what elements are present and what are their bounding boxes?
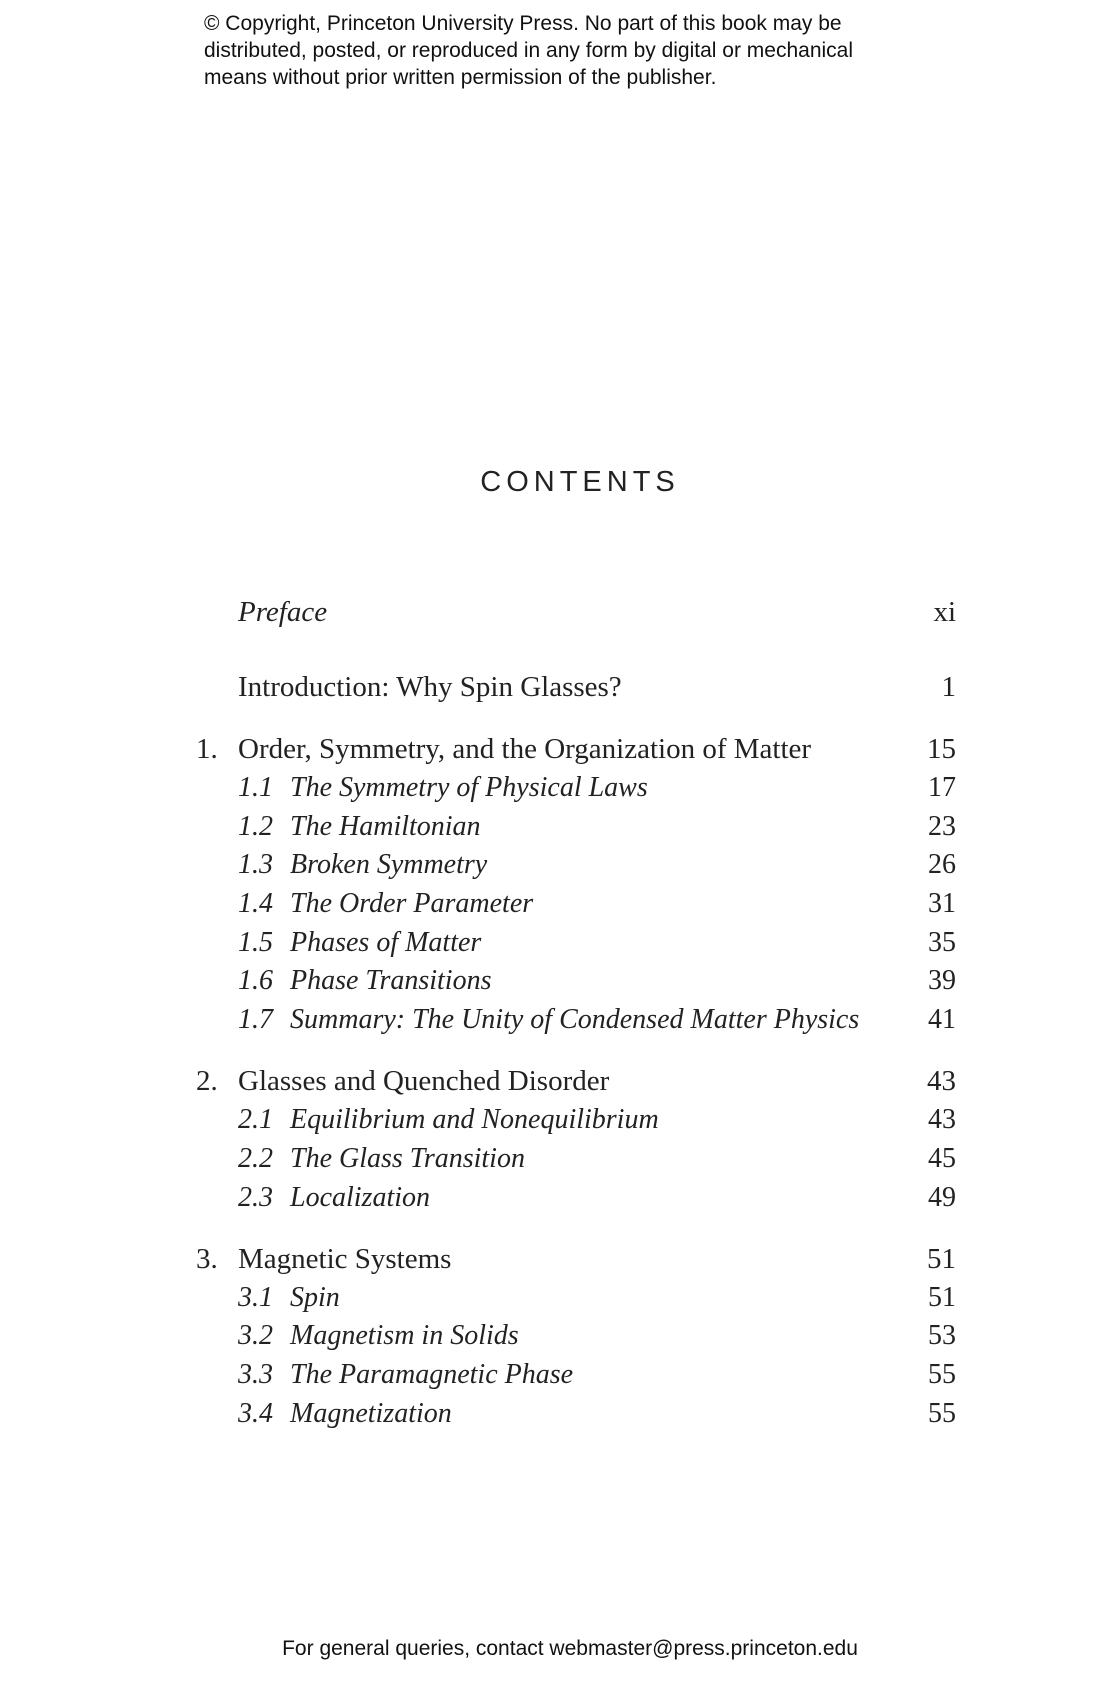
- section-number: 1.1: [238, 772, 273, 803]
- toc-page-number: 41: [928, 1004, 956, 1035]
- section-title: Equilibrium and Nonequilibrium: [290, 1104, 659, 1135]
- chapter-title: Glasses and Quenched Disorder: [238, 1065, 610, 1097]
- toc-page-number: 51: [927, 1243, 956, 1275]
- toc-section-1-1[interactable]: [190, 772, 956, 812]
- toc-page-number: 26: [928, 849, 956, 880]
- toc-page-number: 39: [928, 965, 956, 996]
- section-title: Broken Symmetry: [290, 849, 488, 880]
- section-number: 1.7: [238, 1004, 273, 1035]
- toc-section-1-3[interactable]: [190, 849, 956, 889]
- section-title: Phase Transitions: [290, 965, 492, 996]
- toc-section-1-2[interactable]: [190, 811, 956, 851]
- chapter-title: Magnetic Systems: [238, 1243, 452, 1275]
- toc-page-number: 23: [928, 811, 956, 842]
- section-number: 3.4: [238, 1398, 273, 1429]
- copyright-line: means without prior written permission of the publisher.: [204, 66, 717, 89]
- toc-page-number: 49: [928, 1182, 956, 1213]
- section-number: 1.2: [238, 811, 273, 842]
- toc-entry-label: Introduction: Why Spin Glasses?: [238, 671, 622, 703]
- section-number: 3.2: [238, 1320, 273, 1351]
- section-title: Localization: [290, 1182, 431, 1213]
- toc-page-number: 1: [941, 671, 956, 703]
- section-title: Summary: The Unity of Condensed Matter Physics: [290, 1004, 860, 1035]
- toc-page-number: 43: [928, 1104, 956, 1135]
- section-title: The Paramagnetic Phase: [290, 1359, 574, 1390]
- toc-page-number: 55: [928, 1359, 956, 1390]
- toc-page-number: 43: [927, 1065, 956, 1097]
- toc-page-number: 17: [928, 772, 956, 803]
- toc-page-number: 31: [928, 888, 956, 919]
- section-title: Magnetization: [290, 1398, 452, 1429]
- toc-chapter-2[interactable]: [190, 1065, 956, 1105]
- section-title: The Order Parameter: [290, 888, 534, 919]
- section-number: 2.2: [238, 1143, 273, 1174]
- toc-page-number: xi: [933, 596, 956, 628]
- chapter-number: 3.: [196, 1243, 218, 1275]
- section-number: 1.3: [238, 849, 273, 880]
- section-number: 1.4: [238, 888, 273, 919]
- section-title: Phases of Matter: [290, 927, 482, 958]
- toc-chapter-1[interactable]: [190, 733, 956, 773]
- toc-entry-preface[interactable]: [190, 596, 956, 636]
- toc-page-number: 55: [928, 1398, 956, 1429]
- toc-page-number: 35: [928, 927, 956, 958]
- chapter-title: Order, Symmetry, and the Organization of Matter: [238, 733, 812, 765]
- copyright-line: distributed, posted, or reproduced in any form by digital or mechanical: [204, 39, 854, 62]
- section-title: Magnetism in Solids: [290, 1320, 519, 1351]
- section-number: 2.1: [238, 1104, 273, 1135]
- toc-section-3-2[interactable]: [190, 1320, 956, 1360]
- toc-section-1-5[interactable]: [190, 927, 956, 967]
- toc-page-number: 53: [928, 1320, 956, 1351]
- section-title: The Symmetry of Physical Laws: [290, 772, 648, 803]
- toc-section-2-2[interactable]: [190, 1143, 956, 1183]
- toc-section-1-7[interactable]: [190, 1004, 956, 1044]
- toc-chapter-3[interactable]: [190, 1243, 956, 1283]
- page-title: CONTENTS: [480, 466, 680, 498]
- toc-section-3-1[interactable]: [190, 1282, 956, 1322]
- toc-page-number: 45: [928, 1143, 956, 1174]
- section-number: 2.3: [238, 1182, 273, 1213]
- section-number: 1.6: [238, 965, 273, 996]
- toc-section-2-3[interactable]: [190, 1182, 956, 1222]
- copyright-line: © Copyright, Princeton University Press. No part of this book may be: [204, 12, 842, 35]
- footer-contact: For general queries, contact webmaster@press.princeton.edu: [282, 1637, 858, 1660]
- toc-section-3-3[interactable]: [190, 1359, 956, 1399]
- toc-entry-introduction[interactable]: [190, 671, 956, 711]
- section-number: 3.1: [238, 1282, 273, 1313]
- toc-section-1-4[interactable]: [190, 888, 956, 928]
- toc-page-number: 51: [928, 1282, 956, 1313]
- section-title: Spin: [290, 1282, 340, 1313]
- chapter-number: 1.: [196, 733, 218, 765]
- section-title: The Hamiltonian: [290, 811, 481, 842]
- toc-section-2-1[interactable]: [190, 1104, 956, 1144]
- toc-section-1-6[interactable]: [190, 965, 956, 1005]
- section-title: The Glass Transition: [290, 1143, 525, 1174]
- chapter-number: 2.: [196, 1065, 218, 1097]
- section-number: 1.5: [238, 927, 273, 958]
- toc-entry-label: Preface: [238, 596, 328, 628]
- toc-page-number: 15: [927, 733, 956, 765]
- section-number: 3.3: [238, 1359, 273, 1390]
- toc-section-3-4[interactable]: [190, 1398, 956, 1438]
